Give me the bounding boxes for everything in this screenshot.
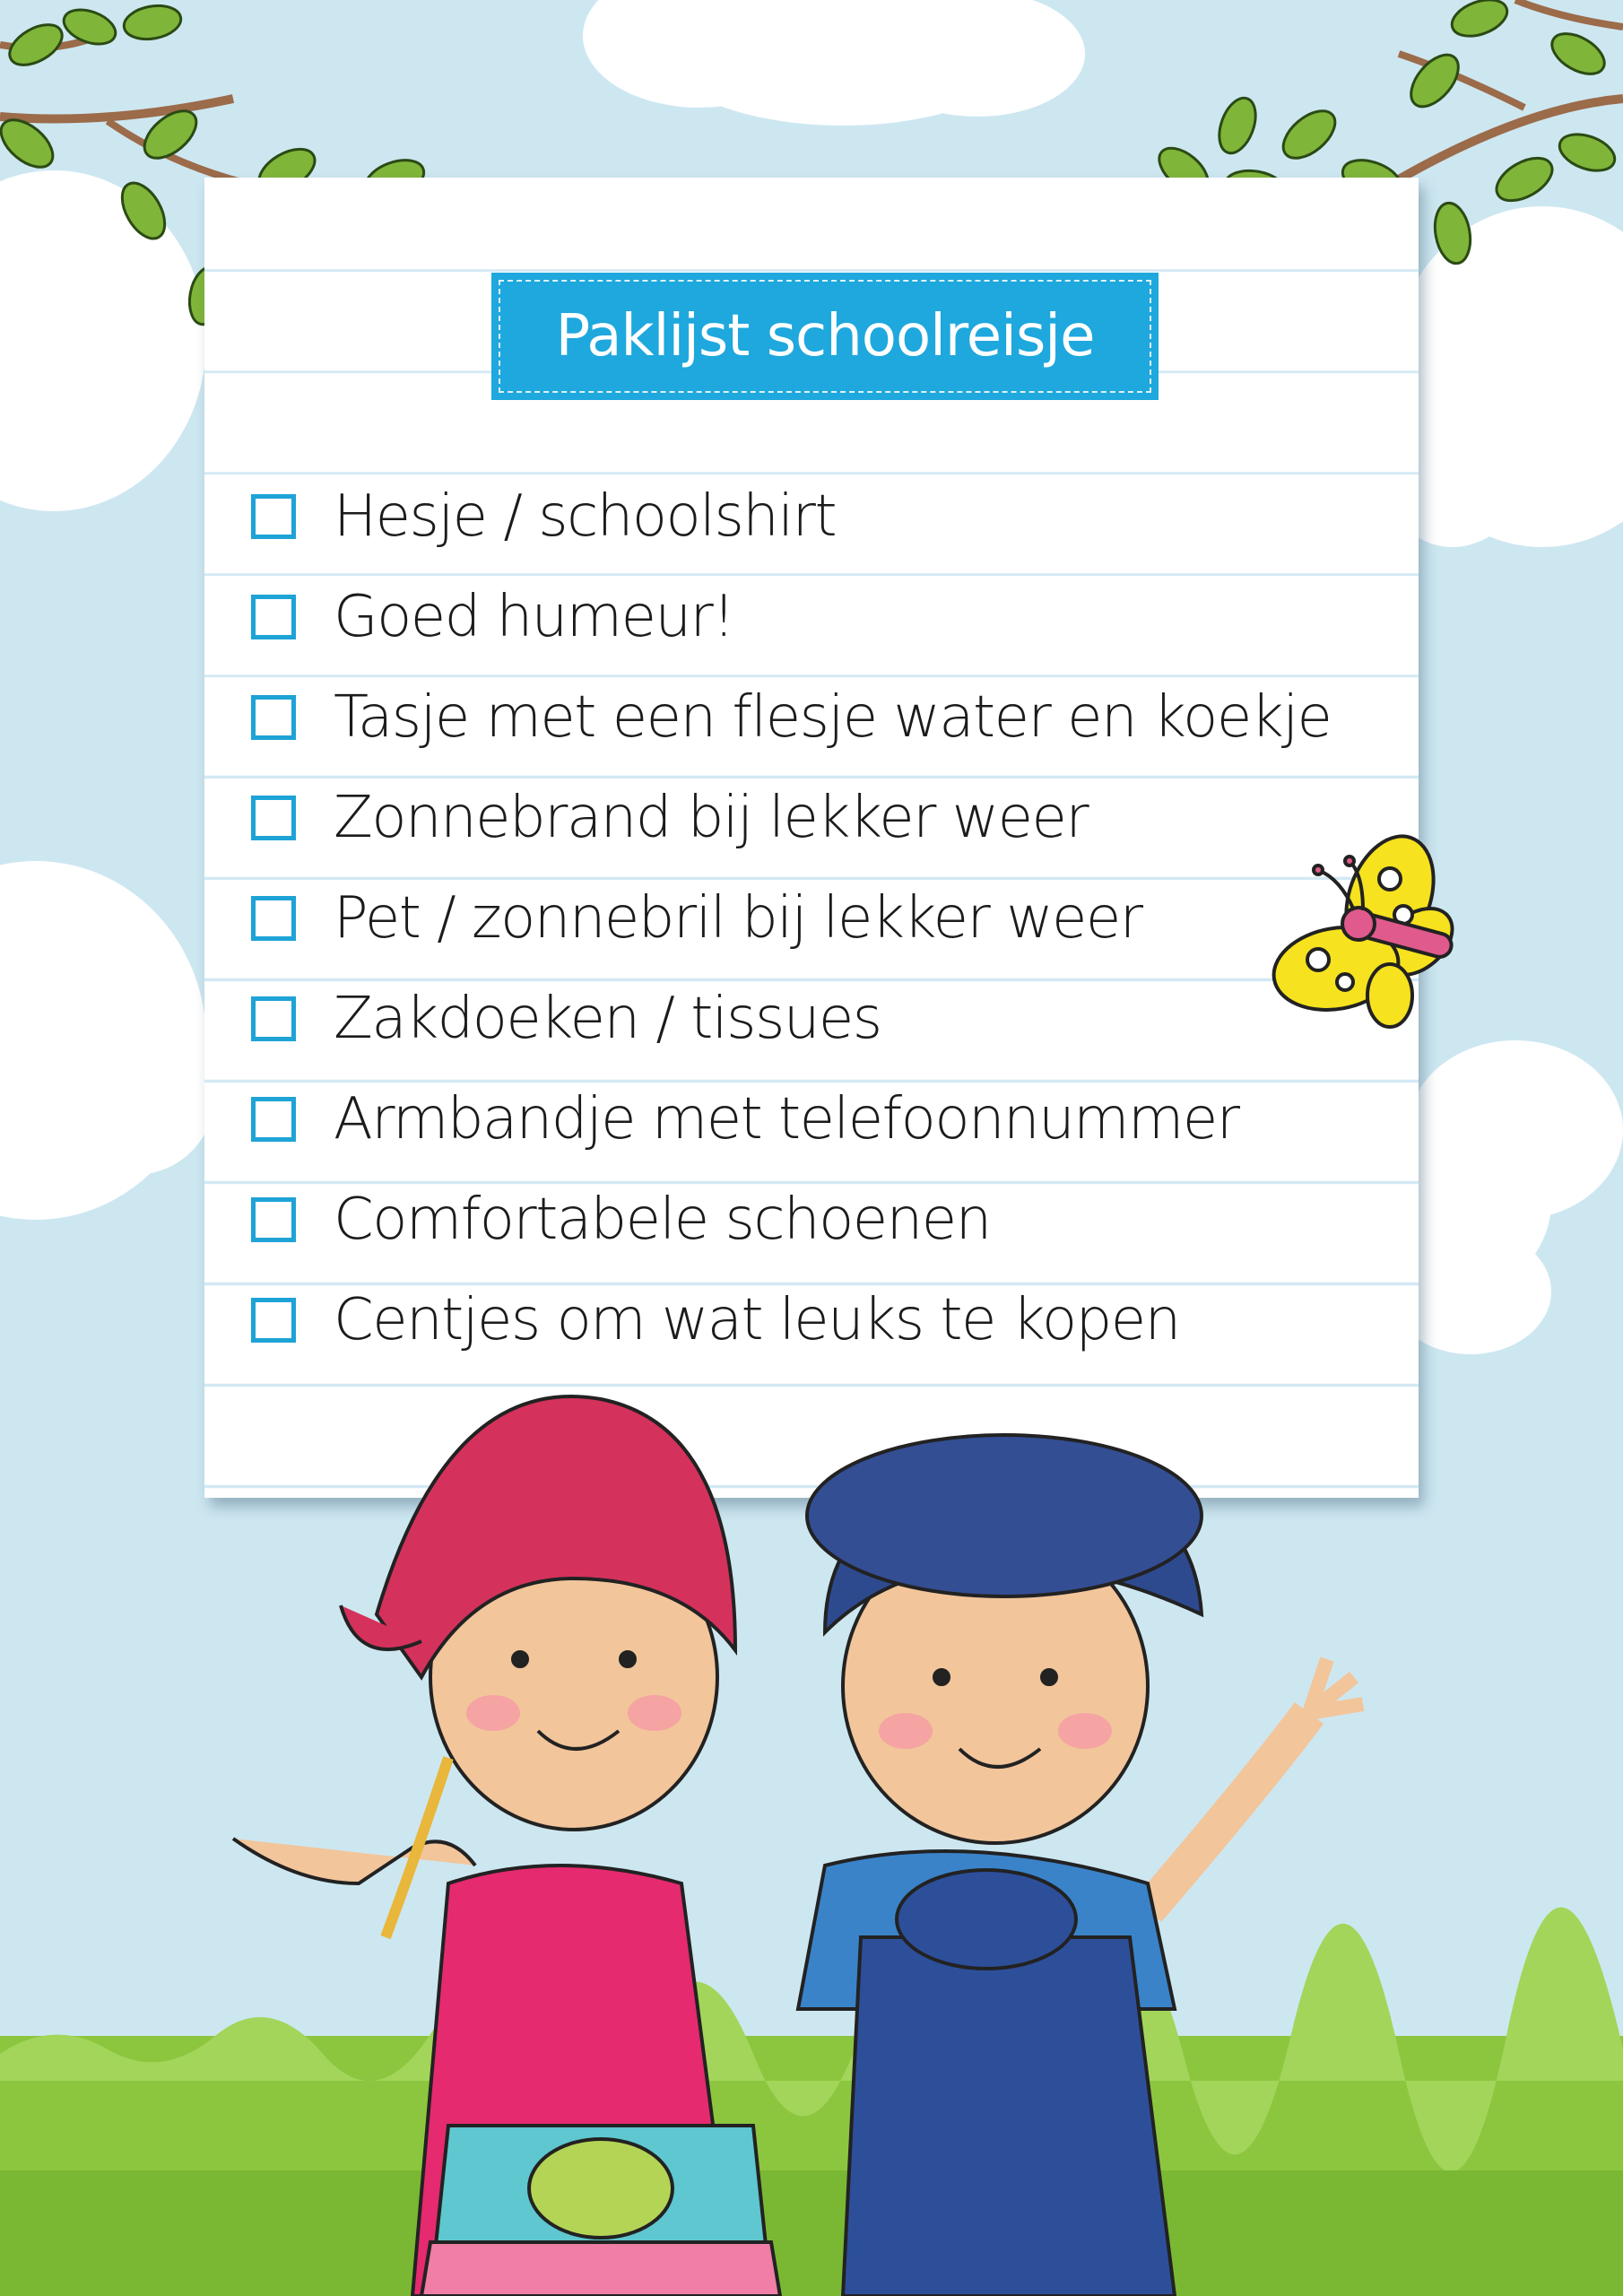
checklist-item[interactable] <box>251 1170 1417 1270</box>
checklist-item-label: Pet / zonnebril bij lekker weer <box>334 885 1142 952</box>
children-illustration <box>179 1381 1480 2296</box>
checkbox[interactable] <box>251 695 296 740</box>
checklist-item[interactable] <box>251 768 1417 868</box>
checklist-item-label: Comfortabele schoenen <box>334 1187 991 1253</box>
page-title: Paklijst schoolreisje <box>555 303 1095 370</box>
checkbox[interactable] <box>251 494 296 539</box>
checklist-item[interactable] <box>251 969 1417 1069</box>
checkbox[interactable] <box>251 595 296 639</box>
butterfly-illustration <box>1255 825 1488 1040</box>
checkbox[interactable] <box>251 896 296 941</box>
checkbox[interactable] <box>251 1197 296 1242</box>
checkbox[interactable] <box>251 1097 296 1142</box>
checkbox[interactable] <box>251 1298 296 1343</box>
checklist-item-label: Centjes om wat leuks te kopen <box>334 1287 1180 1353</box>
checklist-item[interactable] <box>251 1069 1417 1170</box>
checklist-item-label: Zonnebrand bij lekker weer <box>334 785 1089 851</box>
girl-character <box>233 1396 780 2296</box>
checklist-item[interactable] <box>251 667 1417 768</box>
checkbox[interactable] <box>251 996 296 1041</box>
checkbox[interactable] <box>251 796 296 840</box>
checklist-item-label: Goed humeur! <box>334 584 734 650</box>
checklist-item-label: Armbandje met telefoonnummer <box>334 1086 1239 1152</box>
boy-character <box>798 1435 1363 2296</box>
checklist-item[interactable] <box>251 1270 1417 1370</box>
checklist-item-label: Hesje / schoolshirt <box>334 483 837 550</box>
checklist-item-label: Zakdoeken / tissues <box>334 986 881 1052</box>
checklist-item[interactable] <box>251 567 1417 667</box>
title-banner <box>491 273 1159 400</box>
checklist-item[interactable] <box>251 466 1417 567</box>
checklist-item-label: Tasje met een flesje water en koekje <box>334 684 1332 751</box>
checklist-item[interactable] <box>251 868 1417 969</box>
